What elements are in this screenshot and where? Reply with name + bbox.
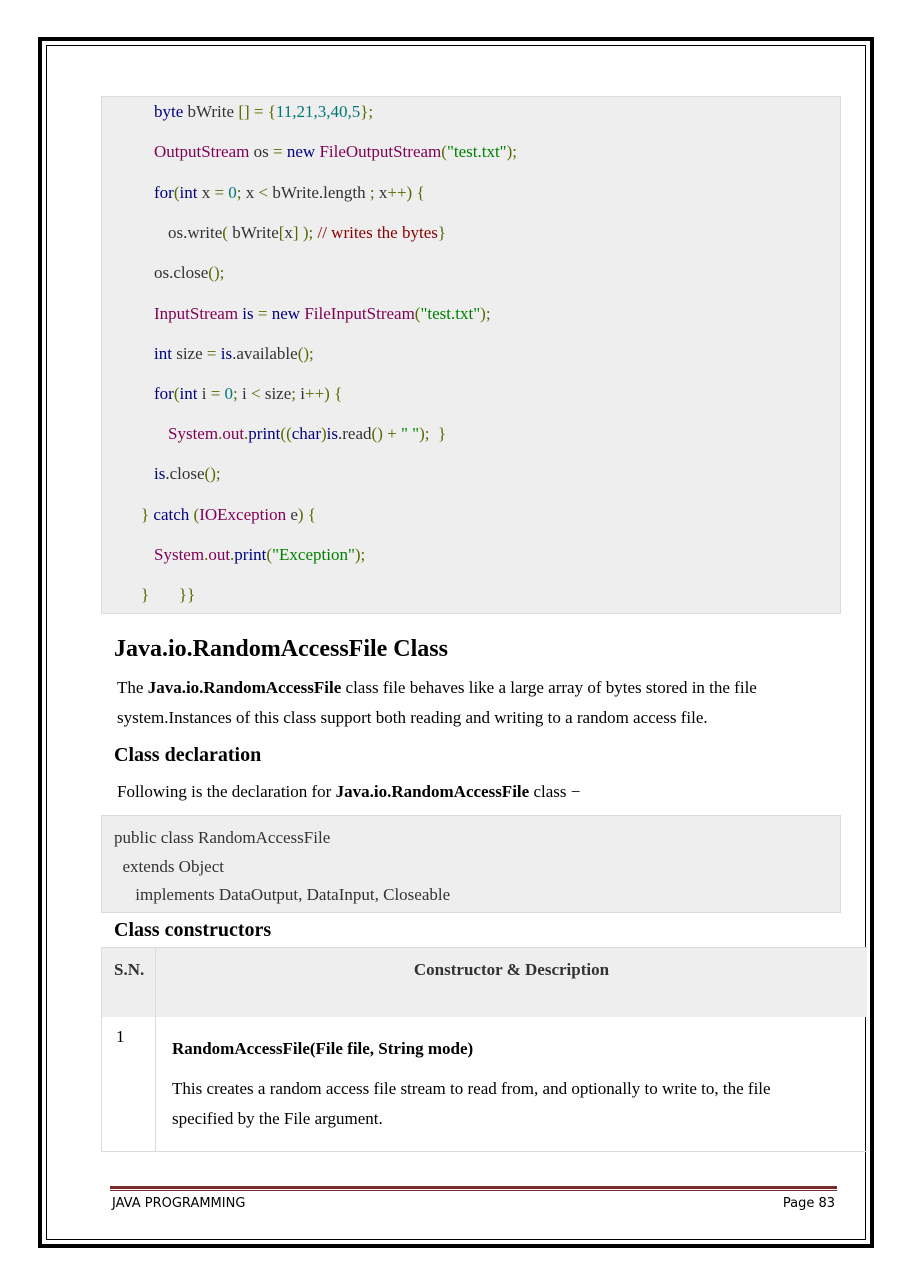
code-token: () + xyxy=(371,424,401,443)
code-token: = xyxy=(206,344,221,363)
code-token: ( xyxy=(441,142,447,161)
code-token: } xyxy=(437,223,447,242)
code-token: os.write xyxy=(168,223,223,242)
code-line xyxy=(154,384,342,404)
code-token: .close xyxy=(165,464,205,483)
table-border-left xyxy=(101,947,102,1152)
code-token: ); xyxy=(354,545,366,564)
code-token: ( xyxy=(414,304,421,323)
code-token: i xyxy=(242,384,251,403)
code-token: size xyxy=(176,344,207,363)
intro-line-2: system.Instances of this class support both reading and writing to a random access file. xyxy=(117,708,708,727)
code-token: (); xyxy=(297,344,314,363)
code-token: i xyxy=(300,384,305,403)
code-token: new xyxy=(286,142,320,161)
code-token: .available xyxy=(232,344,298,363)
code-token: = xyxy=(214,183,229,202)
code-token: e xyxy=(290,505,298,524)
code-token: out xyxy=(222,424,245,443)
table-cell-sn: 1 xyxy=(116,1027,125,1046)
code-token: 11,21,3,40,5 xyxy=(275,102,361,121)
code-token: x xyxy=(284,223,293,242)
code-token: = xyxy=(257,304,272,323)
code-token: " " xyxy=(400,424,420,443)
code-line xyxy=(154,102,373,122)
code-token: bWrite.length xyxy=(272,183,370,202)
table-header-sn: S.N. xyxy=(114,960,145,979)
code-token: InputStream xyxy=(154,304,243,323)
code-token: ++) { xyxy=(387,183,425,202)
code-token: bWrite xyxy=(187,102,239,121)
code-token: } xyxy=(141,505,154,524)
code-token: ] ); xyxy=(292,223,318,242)
code-token: . xyxy=(204,545,209,564)
code-token: .read xyxy=(338,424,372,443)
table-border-bottom xyxy=(101,1151,867,1152)
code-line xyxy=(154,344,314,364)
code-line xyxy=(168,223,446,243)
declaration-text xyxy=(117,782,580,802)
declaration-text-post: class − xyxy=(529,782,581,801)
code-token: . xyxy=(230,545,235,564)
code-line xyxy=(154,464,221,484)
code-token: os.close xyxy=(154,263,209,282)
code-token: size xyxy=(264,384,292,403)
table-cell-description-line-2: specified by the File argument. xyxy=(172,1109,383,1128)
code-line xyxy=(154,545,365,565)
constructors-heading: Class constructors xyxy=(114,919,272,941)
code-token: ); xyxy=(506,142,518,161)
code-token: // writes the bytes xyxy=(317,223,438,242)
code-token: byte xyxy=(154,102,188,121)
code-token: 0 xyxy=(224,384,234,403)
code-token: ( xyxy=(266,545,273,564)
code-token: ; xyxy=(233,384,243,403)
footer-title: JAVA PROGRAMMING xyxy=(112,1196,246,1211)
code-token: for xyxy=(154,183,174,202)
code-line xyxy=(154,142,517,162)
code-token: is xyxy=(154,464,166,483)
code-token: ; xyxy=(236,183,246,202)
code-token: print xyxy=(234,545,267,564)
code-token: 0 xyxy=(228,183,237,202)
code-token: out xyxy=(208,545,231,564)
code-token: x xyxy=(378,183,388,202)
code-token: bWrite xyxy=(232,223,279,242)
code-token: < xyxy=(251,384,265,403)
code-token: is xyxy=(220,344,233,363)
intro-text-pre: The xyxy=(117,678,148,697)
code-token: is xyxy=(326,424,339,443)
code-token: char xyxy=(291,424,321,443)
intro-line-1 xyxy=(117,678,757,698)
code-token: x xyxy=(245,183,259,202)
intro-text-post: class file behaves like a large array of bytes stored in the file xyxy=(341,678,757,697)
code-token: int xyxy=(154,344,177,363)
code-token: } }} xyxy=(141,585,196,604)
code-token: int xyxy=(179,384,202,403)
code-line xyxy=(154,263,224,283)
code-token: System xyxy=(154,545,205,564)
code-token: for xyxy=(154,384,174,403)
code-token: ) { xyxy=(297,505,316,524)
code-token: ( xyxy=(173,183,180,202)
declaration-code-line: implements DataOutput, DataInput, Closeable xyxy=(114,885,451,904)
code-token: "Exception" xyxy=(272,545,355,564)
code-token: OutputStream xyxy=(154,142,254,161)
code-token: i xyxy=(201,384,211,403)
code-token: ++) { xyxy=(305,384,343,403)
code-token: "test.txt" xyxy=(420,304,481,323)
code-token: ) xyxy=(321,424,327,443)
code-token: x xyxy=(201,183,215,202)
declaration-heading: Class declaration xyxy=(114,744,262,766)
code-token: ; xyxy=(369,183,379,202)
code-token: (); xyxy=(208,263,225,282)
code-token: . xyxy=(244,424,249,443)
footer-page-number: Page 83 xyxy=(782,1196,835,1211)
table-cell-constructor-name: RandomAccessFile(File file, String mode) xyxy=(172,1039,474,1058)
code-token: < xyxy=(258,183,273,202)
code-token: ( xyxy=(173,384,180,403)
code-block-declaration xyxy=(101,815,841,913)
code-token: is xyxy=(242,304,258,323)
code-token: ( xyxy=(193,505,200,524)
code-line xyxy=(168,424,446,444)
code-line xyxy=(154,183,425,203)
code-token: FileInputStream xyxy=(304,304,415,323)
table-header-description: Constructor & Description xyxy=(413,960,610,979)
code-token: new xyxy=(271,304,305,323)
code-token: ); } xyxy=(419,424,447,443)
declaration-text-pre: Following is the declaration for xyxy=(117,782,336,801)
section-title: Java.io.RandomAccessFile Class xyxy=(114,636,448,662)
table-header-row xyxy=(101,947,867,1017)
footer-rule-thin xyxy=(110,1190,837,1191)
code-token: "test.txt" xyxy=(446,142,507,161)
intro-class-name: Java.io.RandomAccessFile xyxy=(147,678,342,697)
code-token: IOException xyxy=(199,505,291,524)
code-token: print xyxy=(248,424,281,443)
code-token: . xyxy=(218,424,223,443)
declaration-code-line: public class RandomAccessFile xyxy=(114,828,331,847)
code-line xyxy=(141,585,195,605)
code-line xyxy=(154,304,491,324)
table-cell-description-line-1: This creates a random access file stream to read from, and optionally to write to, the file xyxy=(172,1079,771,1098)
code-token: [ xyxy=(278,223,285,242)
code-token: (( xyxy=(280,424,292,443)
declaration-code-line: extends Object xyxy=(114,857,224,876)
footer-rule xyxy=(110,1186,837,1189)
code-token: System xyxy=(168,424,219,443)
code-token: (); xyxy=(204,464,221,483)
code-line xyxy=(141,505,316,525)
declaration-class-name: Java.io.RandomAccessFile xyxy=(335,782,530,801)
code-token: catch xyxy=(153,505,194,524)
code-token: ( xyxy=(222,223,233,242)
code-token: }; xyxy=(360,102,374,121)
code-token: FileOutputStream xyxy=(319,142,442,161)
code-token: = xyxy=(210,384,225,403)
code-token: ; xyxy=(291,384,301,403)
code-token: ); xyxy=(480,304,491,323)
code-token: = xyxy=(273,142,287,161)
code-token: [] = { xyxy=(238,102,276,121)
code-token: int xyxy=(179,183,202,202)
code-token: os xyxy=(253,142,274,161)
